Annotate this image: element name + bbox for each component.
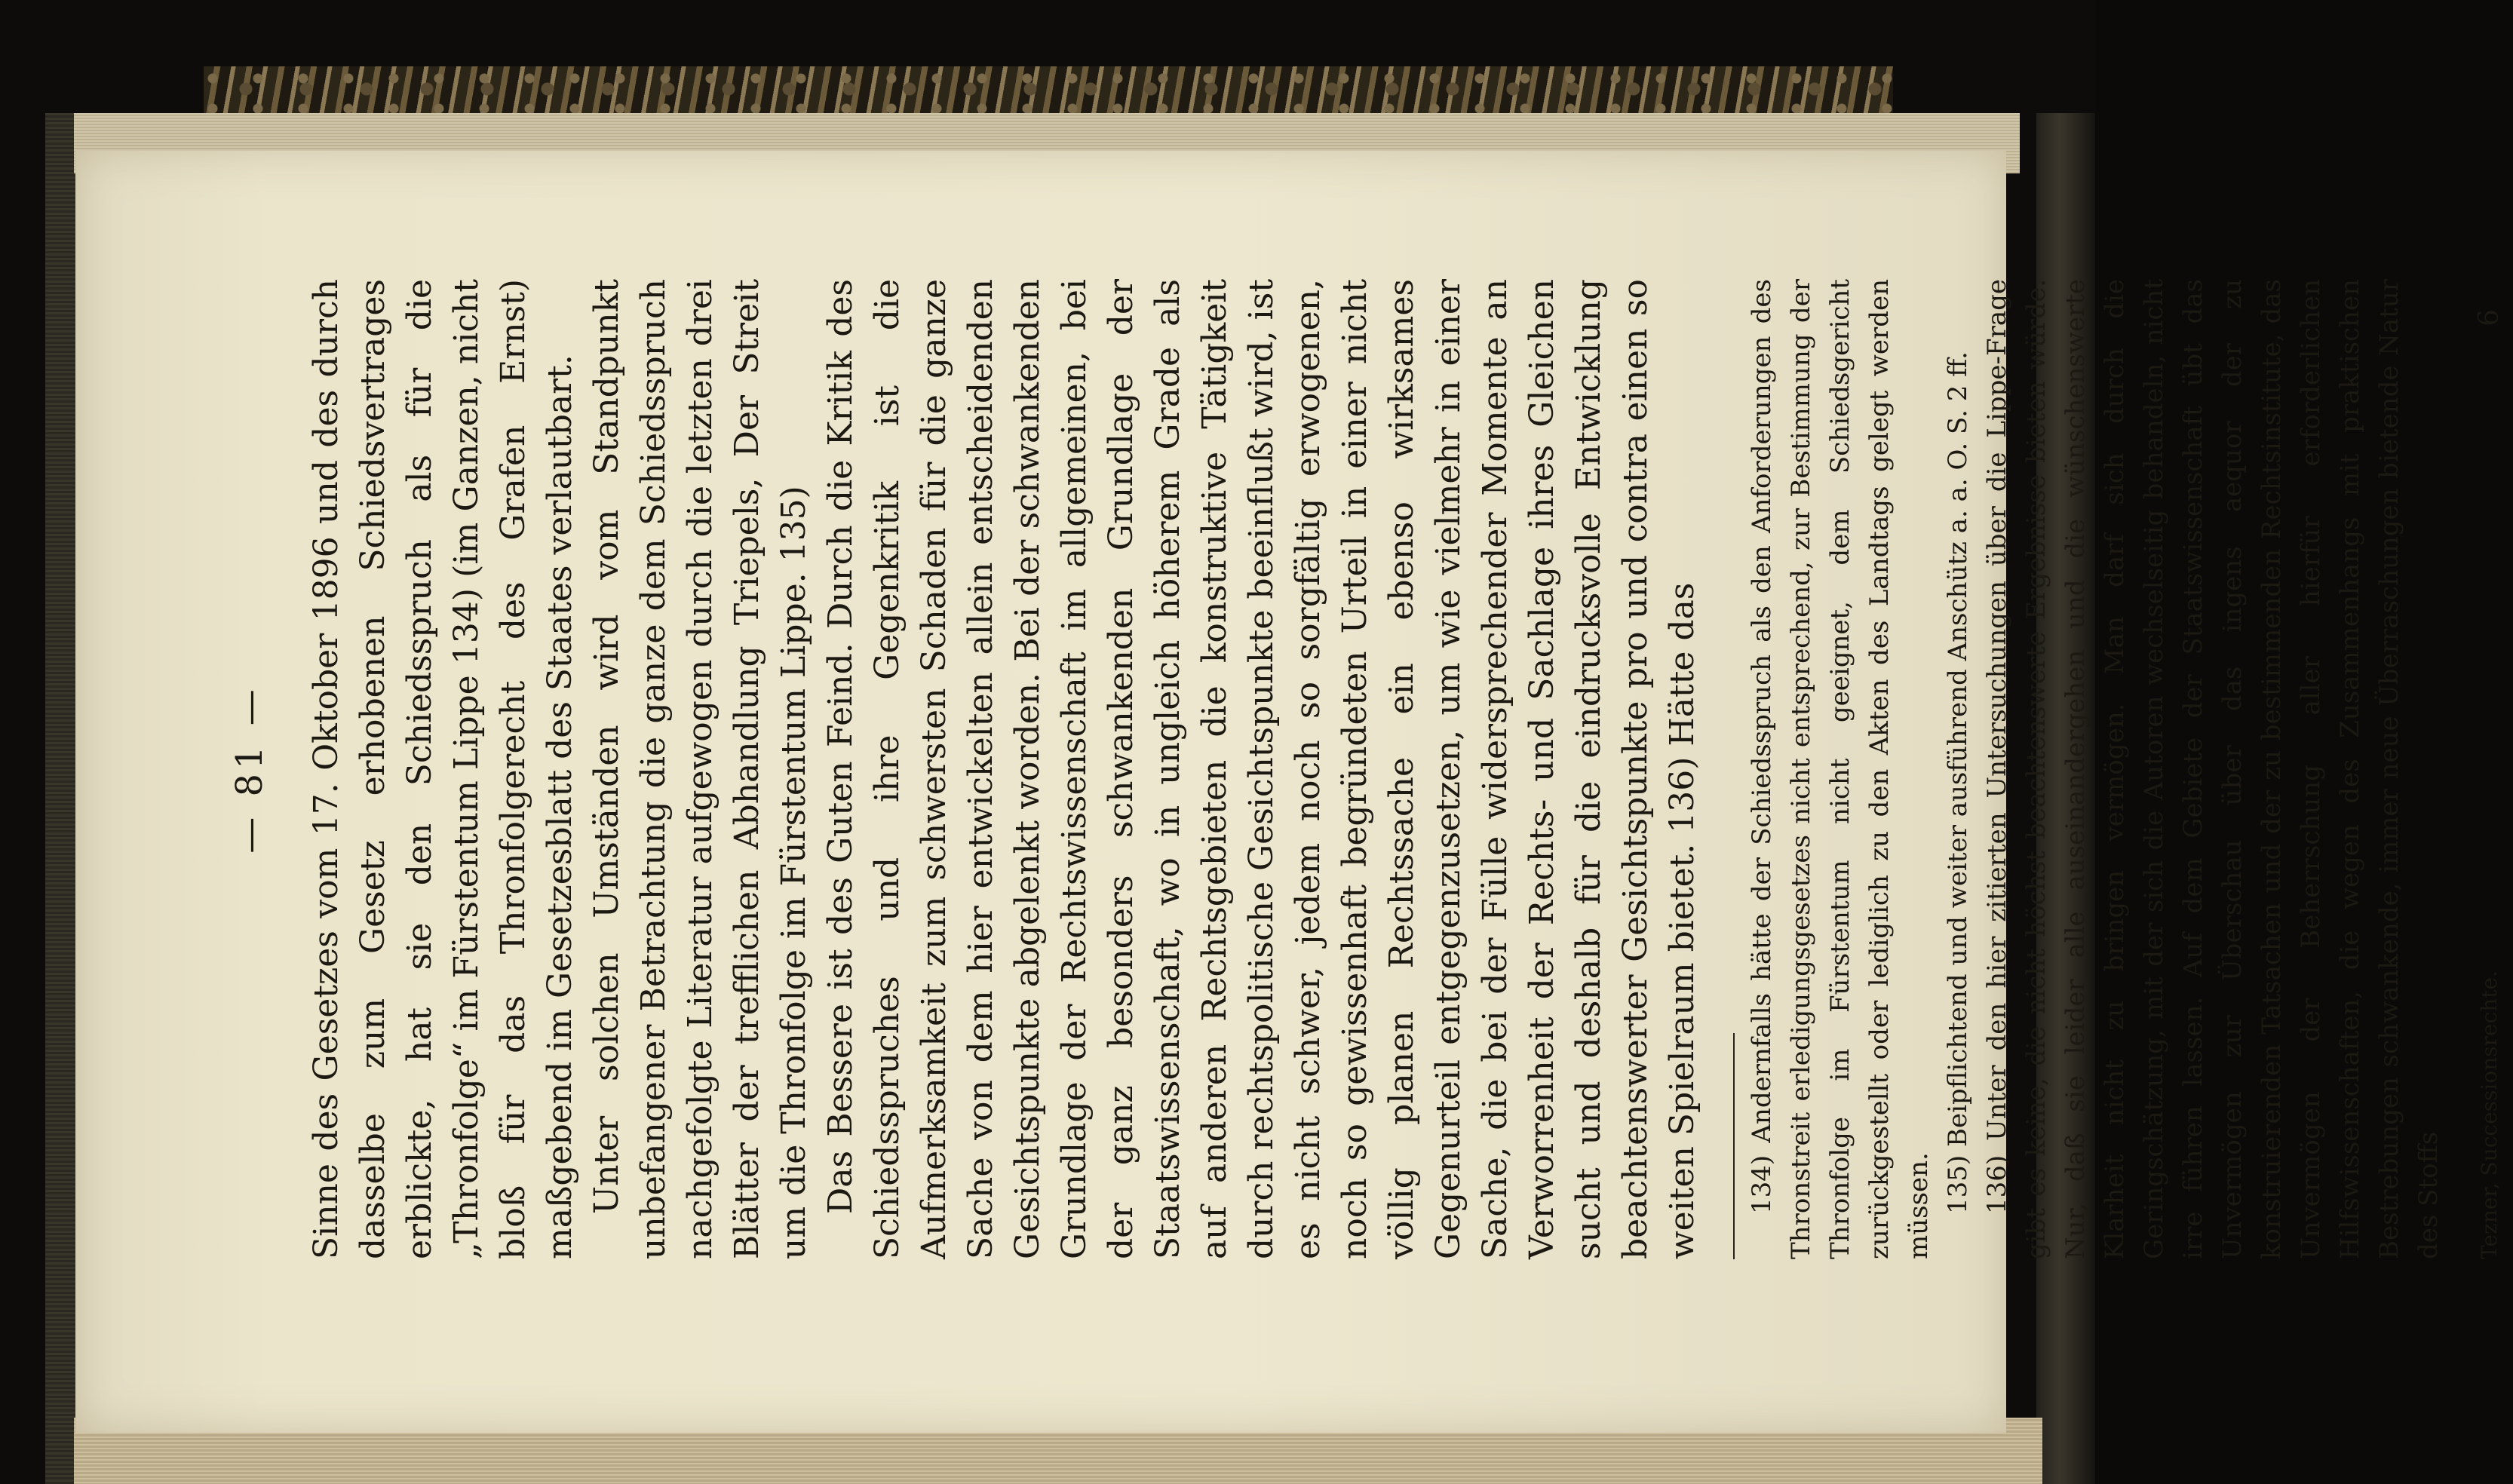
paragraph-1: Sinne des Gesetzes vom 17. Oktober 1896 und des durch dasselbe zum Gesetz erhobenen Schiedsvertrages erblickte, hat sie den Schiedsspruch als für die „Thronfolge“ im Fürstentum Lippe 134) (im Ganzen, nicht bloß für das Thronfolgerecht des Grafen Ernst) maßgebend im Gesetzesblatt des Staates verlautbart. [307, 279, 579, 1259]
footnote-136: 136) Unter den hier zitierten Untersuchungen über die Lippe-Frage gibt es keine, die nicht höchst beachtenswerte Ergebnisse bieten würde. Nur, daß sie leider alle auseinandergehen und die wünschenswerte Klarheit nicht zu bringen vermögen. Man darf sich durch die Geringschätzung, mit der sich die Autoren wechselseitig behandeln, nicht irre führen lassen. Auf dem Gebiete der Staatswissenschaft übt das Unvermögen zur Überschau über das ingens aequor der zu konstruierenden Tatsachen und der zu bestimmenden Rechtsinstitute, das Unvermögen der Beherrschung aller hierfür erforderlichen Hilfswissenschaften, die wegen des Zusammenhangs mit praktischen Bestrebungen schwankende, immer neue Überraschungen bietende Natur des Stoffs [1982, 279, 2444, 1259]
paragraph-2: Unter solchen Umständen wird vom Standpunkt unbefangener Betrachtung die ganze dem Schiedsspruch nachgefolgte Literatur aufgewogen durch die letzten drei Blätter der trefflichen Abhandlung Triepels, Der Streit um die Thronfolge im Fürstentum Lippe. 135) [588, 279, 813, 1259]
footnote-rule [1733, 1033, 1742, 1259]
footnotes [1742, 279, 2448, 1259]
marbled-edge [204, 66, 1893, 119]
signature-line: Tezner, Successionsrechte. [2477, 970, 2502, 1259]
page-number: — 81 — [229, 685, 271, 854]
paragraph-3: Das Bessere ist des Guten Feind. Durch die Kritik des Schiedsspruches und ihre Gegenkritik ist die Aufmerksamkeit zum schwersten Schaden für die ganze Sache von dem hier entwickelten allein entscheidenden Gesichtspunkte abgelenkt worden. Bei der schwankenden Grundlage der Rechtswissenschaft im allgemeinen, bei der ganz besonders schwankenden Grundlage der Staatswissenschaft, wo in ungleich höherem Grade als auf anderen Rechtsgebieten die konstruktive Tätigkeit durch rechtspolitische Gesichtspunkte beeinflußt wird, ist es nicht schwer, jedem noch so sorgfältig erwogenen, noch so gewissenhaft begründeten Urteil in einer nicht völlig planen Rechtssache ein ebenso wirksames Gegenurteil entgegenzusetzen, um wie vielmehr in einer Sache, die bei der Fülle widersprechender Momente an Verworrenheit der Rechts- und Sachlage ihres Gleichen sucht und deshalb für die eindrucksvolle Entwicklung beachtenswerter Gesichtspunkte pro und contra einen so weiten Spielraum bietet. 136) Hätte das [821, 279, 1701, 1259]
footnote-134: 134) Andernfalls hätte der Schiedsspruch als den Anforderungen des Thronstreit erledigungsgesetzes nicht entsprechend, zur Bestimmung der Thronfolge im Fürstentum nicht geeignet, dem Schiedsgericht zurückgestellt oder lediglich zu den Akten des Landtags gelegt werden müssen. [1747, 279, 1934, 1259]
signature-number: 6 [2474, 309, 2505, 327]
main-body [303, 279, 1706, 1259]
page-footer [2466, 279, 2513, 1259]
page-text [226, 279, 2513, 1259]
rotated-page-content [75, 151, 2505, 1433]
footnote-135: 135) Beipflichtend und weiter ausführend Anschütz a. a. O. S. 2 ff. [1943, 351, 1973, 1214]
book-page [75, 151, 2505, 1433]
